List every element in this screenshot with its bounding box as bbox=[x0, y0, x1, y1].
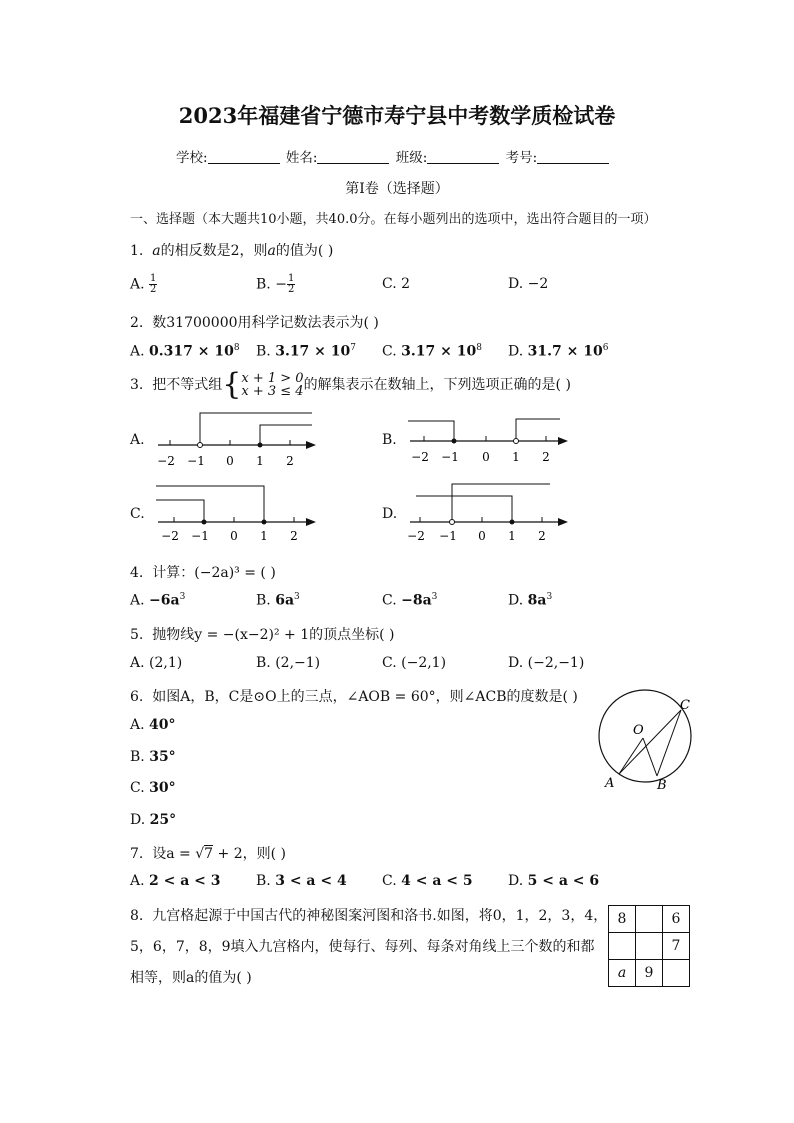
q4-option-d[interactable] bbox=[508, 592, 552, 609]
inequality-1: x + 1 > 0 bbox=[241, 371, 304, 386]
option-letter: A. bbox=[130, 343, 145, 360]
option-value: 8a bbox=[527, 592, 547, 609]
page-title: 2023年福建省宁德市寿宁县中考数学质检试卷 bbox=[178, 103, 616, 128]
option-value: 5 < a < 6 bbox=[527, 873, 600, 889]
q3-option-b-label[interactable]: B. bbox=[382, 432, 397, 448]
option-letter: D. bbox=[508, 343, 524, 360]
option-value: −8a bbox=[401, 592, 432, 609]
label-b: B bbox=[657, 778, 667, 793]
option-letter: C. bbox=[382, 655, 397, 671]
q7-text-end: + 2，则( ) bbox=[213, 846, 287, 862]
fraction: $\frac{1}{2}$ bbox=[287, 273, 295, 295]
q4-option-a[interactable] bbox=[130, 592, 185, 609]
q1-var: a bbox=[152, 243, 161, 259]
q7-option-b[interactable] bbox=[256, 873, 347, 889]
grid-cell: 8 bbox=[609, 906, 636, 933]
option-value: (−2,1) bbox=[401, 655, 447, 671]
svg-text:1: 1 bbox=[260, 529, 268, 543]
svg-text:−2: −2 bbox=[411, 450, 429, 464]
option-letter: C. bbox=[382, 592, 397, 609]
option-letter: B. bbox=[256, 655, 271, 671]
number-line-c[interactable] bbox=[150, 478, 330, 544]
exponent: 8 bbox=[233, 343, 240, 353]
option-value: 2 bbox=[401, 276, 411, 292]
q2-option-a[interactable] bbox=[130, 343, 240, 360]
brace: { bbox=[222, 367, 242, 402]
q6-option-d[interactable] bbox=[130, 812, 176, 828]
exponent: 3 bbox=[294, 592, 300, 602]
svg-text:−2: −2 bbox=[157, 454, 175, 468]
option-letter: A. bbox=[130, 873, 145, 889]
option-value: 35° bbox=[149, 749, 176, 765]
q1-option-a[interactable] bbox=[130, 274, 157, 295]
option-letter: D. bbox=[508, 655, 524, 671]
nine-grid bbox=[608, 905, 690, 987]
grid-cell bbox=[663, 960, 690, 987]
grid-cell: 6 bbox=[663, 906, 690, 933]
question-2 bbox=[130, 312, 379, 332]
question-6 bbox=[130, 686, 578, 706]
svg-text:2: 2 bbox=[542, 450, 550, 464]
option-value: 3.17 × 10 bbox=[401, 343, 477, 360]
q3-text: 把不等式组 bbox=[152, 377, 223, 393]
option-letter: C. bbox=[382, 343, 397, 360]
grid-cell: a bbox=[609, 960, 636, 987]
option-letter: B. bbox=[256, 343, 271, 360]
svg-text:0: 0 bbox=[230, 529, 238, 543]
grid-row bbox=[609, 960, 690, 987]
grid-cell bbox=[636, 933, 663, 960]
label-a: A bbox=[605, 776, 615, 791]
q7-option-c[interactable] bbox=[382, 873, 473, 889]
grid-row bbox=[609, 933, 690, 960]
exponent: 3 bbox=[431, 592, 438, 602]
number-line-a[interactable] bbox=[150, 405, 330, 469]
option-value: 3 < a < 4 bbox=[275, 873, 347, 889]
q6-number: 6. bbox=[130, 689, 144, 705]
number-line-d[interactable] bbox=[402, 478, 582, 544]
q5-option-c[interactable] bbox=[382, 655, 446, 671]
option-letter: D. bbox=[508, 873, 524, 889]
q1-text: 的相反数是2，则 bbox=[160, 243, 268, 259]
q6-option-c[interactable] bbox=[130, 780, 176, 796]
question-4 bbox=[130, 562, 276, 582]
q5-number: 5. bbox=[130, 627, 144, 643]
option-value: 40° bbox=[149, 717, 176, 733]
grid-cell: 7 bbox=[663, 933, 690, 960]
school-label: 学校: bbox=[176, 150, 208, 166]
question-5 bbox=[130, 624, 395, 644]
option-letter: B. bbox=[130, 749, 145, 765]
q8-line-1: 九宫格起源于中国古代的神秘图案河图和洛书.如图，将0，1，2，3，4， bbox=[152, 908, 608, 924]
q2-option-d[interactable] bbox=[508, 343, 608, 360]
question-3 bbox=[130, 367, 571, 402]
exponent: 6 bbox=[602, 343, 609, 353]
label-o: O bbox=[633, 723, 644, 738]
exam-no-field[interactable] bbox=[537, 151, 609, 164]
option-letter: A. bbox=[130, 592, 145, 609]
sqrt-icon: √ bbox=[195, 846, 205, 862]
option-letter: B. bbox=[256, 592, 271, 609]
option-value: 4 < a < 5 bbox=[401, 873, 473, 889]
svg-text:−1: −1 bbox=[187, 454, 205, 468]
option-value: 6a bbox=[275, 592, 295, 609]
circle-diagram bbox=[595, 686, 705, 794]
q5-option-b[interactable] bbox=[256, 655, 320, 671]
exam-no-label: 考号: bbox=[505, 150, 538, 166]
q3-text-end: 的解集表示在数轴上，下列选项正确的是( ) bbox=[303, 377, 571, 393]
q7-text: 设a = bbox=[152, 846, 196, 862]
option-letter: B. bbox=[256, 873, 271, 889]
q1-text-end: 的值为( ) bbox=[275, 243, 334, 259]
exponent: 3 bbox=[179, 592, 186, 602]
q7-option-d[interactable] bbox=[508, 873, 599, 889]
option-value: 2 < a < 3 bbox=[149, 873, 221, 889]
q2-number: 2. bbox=[130, 315, 144, 331]
option-letter: A. bbox=[130, 655, 145, 671]
option-value: 3.17 × 10 bbox=[275, 343, 351, 360]
q4-option-b[interactable] bbox=[256, 592, 300, 609]
option-value: 30° bbox=[149, 780, 176, 796]
volume-heading: 第I卷（选择题） bbox=[345, 181, 449, 197]
option-value: (−2,−1) bbox=[527, 655, 585, 671]
option-letter: C. bbox=[382, 276, 397, 292]
inequality-2: x + 3 ≤ 4 bbox=[241, 384, 304, 399]
question-1 bbox=[130, 240, 333, 260]
q1-option-c[interactable] bbox=[382, 276, 410, 292]
q1-option-d[interactable] bbox=[508, 276, 548, 292]
q5-text: 抛物线y = −(x−2)² + 1的顶点坐标( ) bbox=[152, 627, 395, 643]
svg-text:2: 2 bbox=[290, 529, 298, 543]
school-field[interactable] bbox=[208, 151, 280, 164]
label-c: C bbox=[680, 698, 690, 713]
option-letter: A. bbox=[130, 717, 145, 733]
name-label: 姓名: bbox=[285, 150, 318, 166]
q6-text: 如图A，B，C是⊙O上的三点，∠AOB = 60°，则∠ACB的度数是( ) bbox=[152, 689, 578, 705]
q5-option-d[interactable] bbox=[508, 655, 584, 671]
grid-row bbox=[609, 906, 690, 933]
svg-text:−2: −2 bbox=[161, 529, 179, 543]
option-letter: C. bbox=[382, 873, 397, 889]
q4-number: 4. bbox=[130, 565, 144, 581]
q7-option-a[interactable] bbox=[130, 873, 221, 889]
svg-text:2: 2 bbox=[538, 529, 546, 543]
student-info bbox=[176, 146, 611, 166]
svg-text:0: 0 bbox=[482, 450, 490, 464]
option-letter: D. bbox=[508, 592, 524, 609]
svg-text:−1: −1 bbox=[439, 529, 457, 543]
option-letter: B. bbox=[256, 276, 271, 293]
svg-text:−2: −2 bbox=[407, 529, 425, 543]
radicand: 7 bbox=[204, 846, 214, 862]
svg-text:0: 0 bbox=[226, 454, 234, 468]
q8-line-2: 5，6，7，8，9填入九宫格内，使每行、每列、每条对角线上三个数的和都 bbox=[130, 939, 595, 955]
class-field[interactable] bbox=[427, 151, 499, 164]
question-8 bbox=[130, 905, 607, 925]
q3-option-c-label[interactable]: C. bbox=[130, 506, 145, 522]
class-label: 班级: bbox=[395, 150, 428, 166]
exponent: 3 bbox=[546, 592, 553, 602]
section-heading: 一、选择题（本大题共10小题，共40.0分。在每小题列出的选项中，选出符合题目的一项） bbox=[130, 212, 657, 227]
option-value: (2,1) bbox=[149, 655, 183, 671]
fraction: $\frac{1}{2}$ bbox=[150, 273, 157, 295]
q1-number: 1. bbox=[130, 243, 144, 259]
svg-text:1: 1 bbox=[256, 454, 264, 468]
svg-text:0: 0 bbox=[478, 529, 486, 543]
grid-cell bbox=[609, 933, 636, 960]
q6-option-a[interactable] bbox=[130, 717, 176, 733]
number-line-b[interactable] bbox=[402, 405, 582, 469]
svg-text:−1: −1 bbox=[441, 450, 459, 464]
svg-text:1: 1 bbox=[512, 450, 520, 464]
q8-line-3: 相等，则a的值为( ) bbox=[130, 970, 252, 986]
option-letter: C. bbox=[130, 780, 145, 796]
q1-option-b[interactable] bbox=[256, 274, 295, 295]
q2-text: 数31700000用科学记数法表示为( ) bbox=[152, 315, 379, 331]
svg-text:−1: −1 bbox=[191, 529, 209, 543]
inequality-system bbox=[241, 372, 303, 398]
q6-option-b[interactable] bbox=[130, 749, 176, 765]
svg-text:2: 2 bbox=[286, 454, 294, 468]
q2-option-b[interactable] bbox=[256, 343, 356, 360]
svg-text:1: 1 bbox=[508, 529, 516, 543]
option-value: −2 bbox=[527, 276, 549, 292]
q4-option-c[interactable] bbox=[382, 592, 437, 609]
option-value: 31.7 × 10 bbox=[527, 343, 603, 360]
q8-number: 8. bbox=[130, 908, 144, 924]
q5-option-a[interactable] bbox=[130, 655, 182, 671]
q3-option-a-label[interactable]: A. bbox=[130, 432, 145, 448]
option-value: 0.317 × 10 bbox=[149, 343, 234, 360]
option-value: 25° bbox=[149, 812, 177, 828]
exponent: 7 bbox=[350, 343, 356, 353]
option-letter: D. bbox=[508, 276, 524, 292]
q7-number: 7. bbox=[130, 846, 144, 862]
option-letter: D. bbox=[130, 812, 146, 828]
exponent: 8 bbox=[476, 343, 482, 353]
q3-number: 3. bbox=[130, 377, 144, 393]
question-7 bbox=[130, 843, 286, 863]
minus-sign: − bbox=[275, 276, 287, 293]
q3-option-d-label[interactable]: D. bbox=[382, 506, 398, 522]
grid-cell: 9 bbox=[636, 960, 663, 987]
option-letter: A. bbox=[130, 276, 145, 293]
option-value: (2,−1) bbox=[275, 655, 321, 671]
q4-text: 计算：(−2a)³ = ( ) bbox=[152, 565, 276, 581]
q2-option-c[interactable] bbox=[382, 343, 482, 360]
name-field[interactable] bbox=[317, 151, 389, 164]
grid-cell bbox=[636, 906, 663, 933]
option-value: −6a bbox=[149, 592, 180, 609]
q1-var-2: a bbox=[267, 243, 276, 259]
